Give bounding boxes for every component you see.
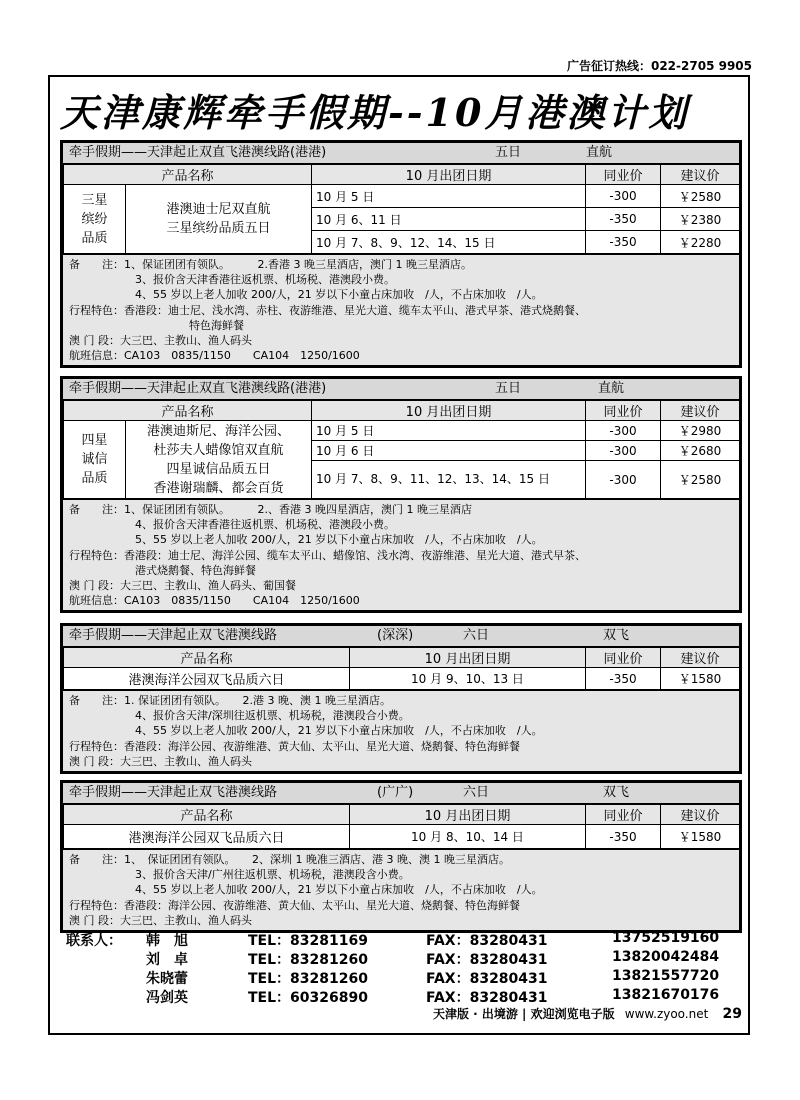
product-table <box>63 804 740 849</box>
tour-date: 10 月 5 日 <box>312 185 586 208</box>
col-product: 产品名称 <box>64 165 312 185</box>
route-name: 牵手假期——天津起止双直飞港澳线路(港港) <box>69 381 327 396</box>
suggested-price: ￥2380 <box>661 208 740 231</box>
trade-price: -300 <box>586 441 661 461</box>
table-row <box>64 185 740 208</box>
section-3 <box>60 623 742 774</box>
col-product: 产品名称 <box>64 805 350 825</box>
route-name: 牵手假期——天津起止双直飞港澳线路(港港) <box>69 145 327 160</box>
route-days: 五日 <box>495 145 522 160</box>
contact-list <box>66 930 746 1006</box>
contact-fax: FAX：83280431 <box>426 971 548 987</box>
note-line: 行程特色：香港段：海洋公园、夜游维港、黄大仙、太平山、星光大道、烧鹅餐、特色海鲜餐 <box>69 898 520 912</box>
section-notes <box>63 499 739 610</box>
section-header <box>63 143 739 164</box>
footer-text: 天津版 · 出境游 | 欢迎浏览电子版 <box>432 1007 615 1021</box>
product-name: 港澳迪斯尼、海洋公园、 杜莎夫人蜡像馆双直航 四星诚信品质五日 香港谢瑞麟、都会百货 <box>126 421 312 499</box>
route-subtype: (深深) <box>377 628 414 643</box>
note-line: 航班信息：CA103 0835/1150 CA104 1250/1600 <box>69 349 360 363</box>
route-days: 六日 <box>463 785 490 800</box>
trade-price: -350 <box>586 825 661 849</box>
col-trade-price: 同业价 <box>586 648 661 668</box>
table-header-row <box>64 165 740 185</box>
table-row <box>64 825 740 849</box>
contact-tel: TEL：60326890 <box>248 990 368 1006</box>
contact-row <box>66 968 746 987</box>
note-line: 3、报价含天津/广州往返机票、机场税，港澳段含小费。 <box>135 868 410 882</box>
note-line: 4、55 岁以上老人加收 200/人，21 岁以下小童占床加收 /人，不占床加收 /人。 <box>135 724 543 738</box>
contact-fax: FAX：83280431 <box>426 933 548 949</box>
page-title: 天津康辉牵手假期--10月港澳计划 <box>60 90 690 135</box>
section-header <box>63 379 739 400</box>
tour-date: 10 月 7、8、9、12、14、15 日 <box>312 231 586 254</box>
col-suggested-price: 建议价 <box>661 805 740 825</box>
section-header <box>63 783 739 804</box>
contact-mobile: 13821557720 <box>612 968 720 984</box>
route-days: 六日 <box>463 628 490 643</box>
note-line: 4、55 岁以上老人加收 200/人，21 岁以下小童占床加收 /人，不占床加收 /人。 <box>135 288 543 302</box>
route-name: 牵手假期——天津起止双飞港澳线路 <box>69 785 278 800</box>
table-row <box>64 421 740 441</box>
trade-price: -300 <box>586 185 661 208</box>
tour-date: 10 月 7、8、9、11、12、13、14、15 日 <box>312 461 586 499</box>
grade-label: 四星 诚信 品质 <box>64 421 126 499</box>
note-line: 备 注：1、保证团团有领队。 2.、香港 3 晚四星酒店，澳门 1 晚三星酒店 <box>69 503 472 516</box>
suggested-price: ￥2580 <box>661 185 740 208</box>
contact-row <box>66 930 746 949</box>
section-1 <box>60 140 742 368</box>
col-product: 产品名称 <box>64 648 350 668</box>
suggested-price: ￥2280 <box>661 231 740 254</box>
trade-price: -350 <box>586 208 661 231</box>
tour-date: 10 月 5 日 <box>312 421 586 441</box>
note-line: 4、报价含天津香港往返机票、机场税、港澳段小费。 <box>135 518 395 532</box>
footer-site-link[interactable]: www.zyoo.net <box>624 1007 709 1021</box>
tour-date: 10 月 6 日 <box>312 441 586 461</box>
suggested-price: ￥2580 <box>661 461 740 499</box>
table-header-row <box>64 805 740 825</box>
note-line: 行程特色：香港段：迪士尼、浅水湾、赤柱、夜游维港、星光大道、缆车太平山、港式早茶、港式烧鹅餐、 <box>69 303 586 317</box>
col-date: 10 月出团日期 <box>312 401 586 421</box>
section-4 <box>60 780 742 933</box>
col-trade-price: 同业价 <box>586 401 661 421</box>
note-line: 3、报价含天津香港往返机票、机场税、港澳段小费。 <box>135 273 395 287</box>
tour-date: 10 月 8、10、14 日 <box>350 825 586 849</box>
suggested-price: ￥2980 <box>661 421 740 441</box>
section-notes <box>63 849 739 930</box>
note-line: 澳 门 段：大三巴、主教山、渔人码头 <box>69 334 252 348</box>
trade-price: -300 <box>586 461 661 499</box>
note-line: 4、55 岁以上老人加收 200/人，21 岁以下小童占床加收 /人，不占床加收 /人。 <box>135 883 543 897</box>
contact-tel: TEL：83281260 <box>248 971 368 987</box>
suggested-price: ￥2680 <box>661 441 740 461</box>
contact-row <box>66 987 746 1006</box>
col-trade-price: 同业价 <box>586 805 661 825</box>
product-name: 港澳迪士尼双直航 三星缤纷品质五日 <box>126 185 312 254</box>
contact-name: 刘 卓 <box>146 952 188 968</box>
product-name: 港澳海洋公园双飞品质六日 <box>64 825 350 849</box>
note-line: 行程特色：香港段：海洋公园、夜游维港、黄大仙、太平山、星光大道、烧鹅餐、特色海鲜餐 <box>69 739 520 753</box>
contact-name: 韩 旭 <box>146 933 188 949</box>
section-2 <box>60 376 742 613</box>
note-line: 行程特色：香港段：迪士尼、海洋公园、缆车太平山、蜡像馆、浅水湾、夜游维港、星光大道、港式早茶、 <box>69 548 586 562</box>
tour-date: 10 月 9、10、13 日 <box>350 668 586 690</box>
note-line: 备 注：1. 保证团团有领队。 2.港 3 晚、澳 1 晚三星酒店。 <box>69 694 391 707</box>
col-date: 10 月出团日期 <box>350 648 586 668</box>
contact-fax: FAX：83280431 <box>426 952 548 968</box>
route-days: 五日 <box>495 381 522 396</box>
note-line: 特色海鲜餐 <box>189 318 244 332</box>
note-line: 港式烧鹅餐、特色海鲜餐 <box>135 563 256 577</box>
note-line: 备 注：1、 保证团团有领队。 2、深圳 1 晚准三酒店、港 3 晚、澳 1 晚三星酒店。 <box>69 853 510 866</box>
note-line: 4、报价含天津/深圳往返机票、机场税，港澳段合小费。 <box>135 709 410 723</box>
route-type: 直航 <box>598 381 625 396</box>
col-date: 10 月出团日期 <box>350 805 586 825</box>
col-suggested-price: 建议价 <box>661 165 740 185</box>
trade-price: -300 <box>586 421 661 441</box>
contact-tel: TEL：83281169 <box>248 933 368 949</box>
col-suggested-price: 建议价 <box>661 401 740 421</box>
note-line: 澳 门 段：大三巴、主教山、渔人码头 <box>69 913 252 927</box>
col-date: 10 月出团日期 <box>312 165 586 185</box>
product-name: 港澳海洋公园双飞品质六日 <box>64 668 350 690</box>
suggested-price: ￥1580 <box>661 668 740 690</box>
ad-hotline: 广告征订热线：022-2705 9905 <box>566 59 752 73</box>
note-line: 澳 门 段：大三巴、主教山、渔人码头 <box>69 754 252 768</box>
contact-name: 朱晓蕾 <box>146 971 188 987</box>
product-table <box>63 164 740 254</box>
route-type: 直航 <box>586 145 613 160</box>
contact-mobile: 13821670176 <box>612 987 720 1003</box>
trade-price: -350 <box>586 668 661 690</box>
contact-tel: TEL：83281260 <box>248 952 368 968</box>
note-line: 备 注：1、保证团团有领队。 2.香港 3 晚三星酒店，澳门 1 晚三星酒店。 <box>69 258 472 271</box>
contact-label: 联系人： <box>66 933 122 949</box>
contact-mobile: 13752519160 <box>612 930 720 946</box>
route-type: 双飞 <box>603 628 630 643</box>
product-table <box>63 647 740 690</box>
section-header <box>63 626 739 647</box>
tour-date: 10 月 6、11 日 <box>312 208 586 231</box>
contact-mobile: 13820042484 <box>612 949 720 965</box>
grade-label: 三星 缤纷 品质 <box>64 185 126 254</box>
note-line: 澳 门 段：大三巴、主教山、渔人码头、葡国餐 <box>69 579 296 593</box>
route-name: 牵手假期——天津起止双飞港澳线路 <box>69 628 278 643</box>
table-header-row <box>64 401 740 421</box>
route-subtype: (广广) <box>377 785 414 800</box>
trade-price: -350 <box>586 231 661 254</box>
note-line: 5、55 岁以上老人加收 200/人，21 岁以下小童占床加收 /人，不占床加收 /人。 <box>135 533 543 547</box>
contact-fax: FAX：83280431 <box>426 990 548 1006</box>
contact-row <box>66 949 746 968</box>
table-row <box>64 668 740 690</box>
note-line: 航班信息：CA103 0835/1150 CA104 1250/1600 <box>69 594 360 608</box>
route-type: 双飞 <box>603 785 630 800</box>
page-number: 29 <box>722 1006 742 1022</box>
page-footer <box>433 1005 742 1022</box>
contact-name: 冯剑英 <box>146 990 188 1006</box>
section-notes <box>63 690 739 771</box>
col-trade-price: 同业价 <box>586 165 661 185</box>
section-notes <box>63 254 739 365</box>
col-product: 产品名称 <box>64 401 312 421</box>
suggested-price: ￥1580 <box>661 825 740 849</box>
col-suggested-price: 建议价 <box>661 648 740 668</box>
product-table <box>63 400 740 499</box>
table-header-row <box>64 648 740 668</box>
